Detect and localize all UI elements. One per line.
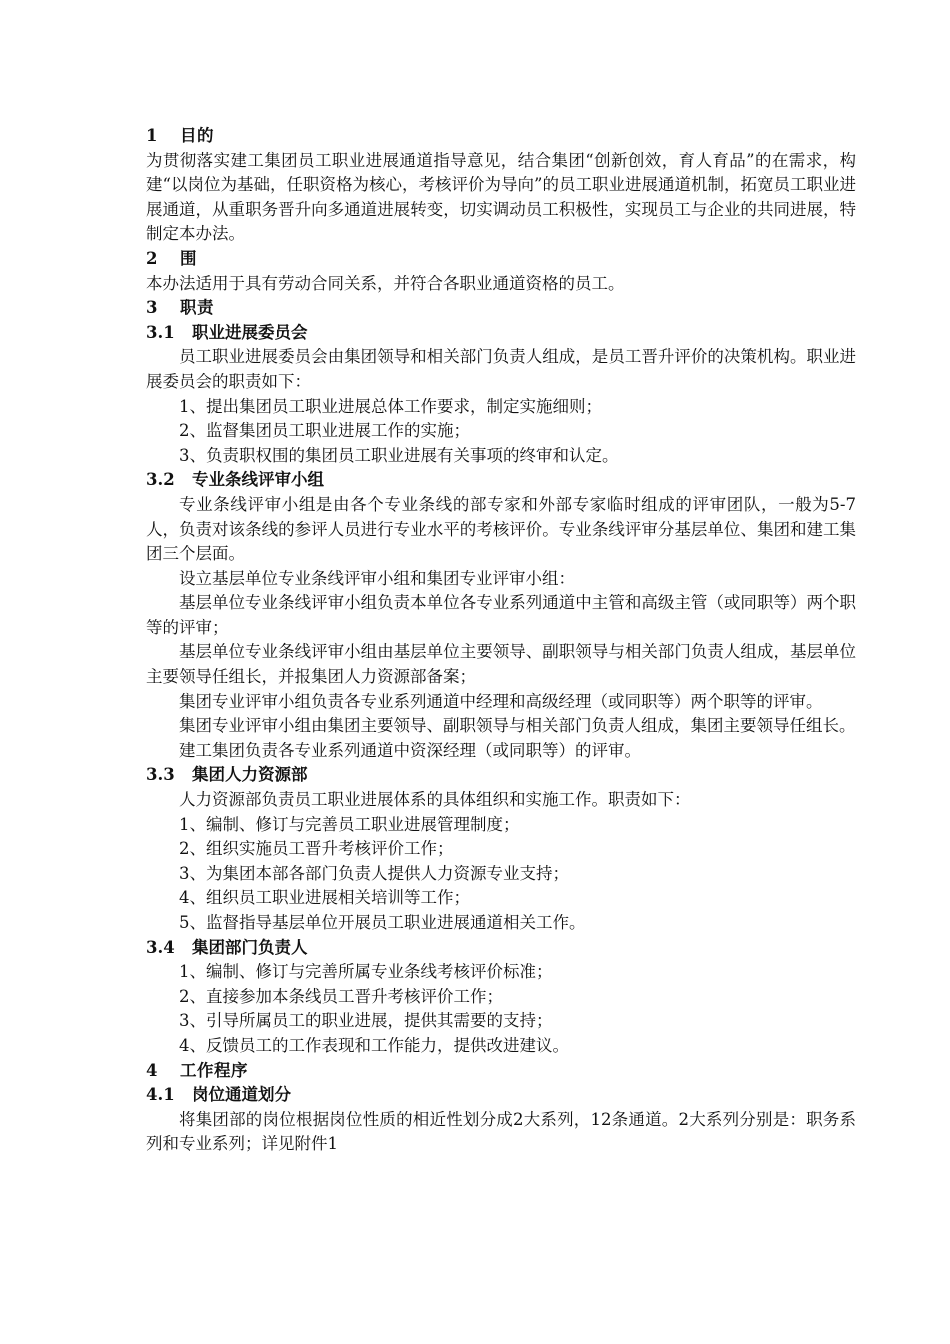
- section-number: 1: [146, 126, 158, 145]
- section-heading: [146, 296, 856, 321]
- section-heading: [146, 124, 856, 149]
- list-item: 1、编制、修订与完善所属专业条线考核评价标准；: [179, 962, 553, 982]
- list-item: 1、编制、修订与完善员工职业进展管理制度；: [179, 814, 520, 834]
- subsection-heading: [146, 936, 856, 961]
- paragraph: 专业条线评审小组是由各个专业条线的部专家和外部专家临时组成的评审团队，一般为5-7人，负责对该条线的参评人员进行专业水平的考核评价。专业条线评审分基层单位、集团和建工集团三个层面。: [146, 494, 856, 564]
- list-item: 4、组织员工职业进展相关培训等工作；: [179, 888, 470, 908]
- document-body: [146, 124, 856, 1157]
- subsection-number: 4.1: [146, 1085, 175, 1105]
- subsection-heading: [146, 321, 856, 346]
- paragraph: 基层单位专业条线评审小组负责本单位各专业系列通道中主管和高级主管（或同职等）两个职等的评审；: [146, 593, 856, 637]
- subsection-title: 集团人力资源部: [192, 765, 308, 785]
- list-item: 2、直接参加本条线员工晋升考核评价工作；: [179, 986, 503, 1006]
- list-item: 3、引导所属员工的职业进展，提供其需要的支持；: [179, 1011, 553, 1031]
- list-item: 4、反馈员工的工作表现和工作能力，提供改进建议。: [179, 1035, 569, 1055]
- paragraph: 集团专业评审小组负责各专业系列通道中经理和高级经理（或同职等）两个职等的评审。: [179, 691, 823, 711]
- subsection-heading: [146, 763, 856, 788]
- paragraph: 为贯彻落实建工集团员工职业进展通道指导意见，结合集团“创新创效，育人育品”的在需求，构建“以岗位为基础，任职资格为核心，考核评价为导向”的员工职业进展通道机制，拓宽员工职业进展通道，从重职务晋升向多通道进展转变，切实调动员工积极性，实现员工与企业的共同进展，特制定本办法。: [146, 150, 856, 244]
- section-heading: [146, 247, 856, 272]
- subsection-title: 集团部门负责人: [192, 937, 308, 957]
- section-number: 2: [146, 248, 158, 268]
- paragraph: 本办法适用于具有劳动合同关系，并符合各职业通道资格的员工。: [146, 273, 625, 293]
- list-item: 1、提出集团员工职业进展总体工作要求，制定实施细则；: [179, 396, 602, 416]
- subsection-number: 3.2: [146, 470, 175, 490]
- subsection-title: 岗位通道划分: [192, 1085, 291, 1105]
- subsection-title: 专业条线评审小组: [192, 470, 324, 490]
- paragraph: 员工职业进展委员会由集团领导和相关部门负责人组成，是员工晋升评价的决策机构。职业进展委员会的职责如下：: [146, 347, 856, 391]
- section-title: 职责: [180, 298, 214, 318]
- list-item: 3、负责职权围的集团员工职业进展有关事项的终审和认定。: [179, 445, 619, 465]
- paragraph: 基层单位专业条线评审小组由基层单位主要领导、副职领导与相关部门负责人组成，基层单位主要领导任组长，并报集团人力资源部备案；: [146, 642, 856, 687]
- section-title: 目的: [180, 126, 214, 145]
- section-number: 3: [146, 298, 158, 318]
- subsection-heading: [146, 1083, 856, 1108]
- subsection-number: 3.1: [146, 322, 175, 342]
- list-item: 3、为集团本部各部门负责人提供人力资源专业支持；: [179, 863, 569, 883]
- paragraph: 人力资源部负责员工职业进展体系的具体组织和实施工作。职责如下：: [179, 790, 691, 810]
- list-item: 2、组织实施员工晋升考核评价工作；: [179, 839, 454, 859]
- subsection-number: 3.3: [146, 765, 175, 785]
- subsection-heading: [146, 468, 856, 493]
- section-title: 围: [180, 248, 197, 268]
- subsection-title: 职业进展委员会: [192, 322, 308, 342]
- section-heading: [146, 1059, 856, 1084]
- paragraph: 设立基层单位专业条线评审小组和集团专业评审小组：: [179, 568, 575, 588]
- section-title: 工作程序: [180, 1060, 248, 1080]
- list-item: 5、监督指导基层单位开展员工职业进展通道相关工作。: [179, 913, 586, 932]
- subsection-number: 3.4: [146, 937, 175, 957]
- paragraph: 将集团部的岗位根据岗位性质的相近性划分成2大系列，12条通道。2大系列分别是：职务系列和专业系列；详见附件1: [146, 1109, 856, 1154]
- paragraph: 建工集团负责各专业系列通道中资深经理（或同职等）的评审。: [179, 740, 641, 760]
- paragraph: 集团专业评审小组由集团主要领导、副职领导与相关部门负责人组成，集团主要领导任组长。: [179, 716, 856, 736]
- section-number: 4: [146, 1060, 158, 1080]
- list-item: 2、监督集团员工职业进展工作的实施；: [179, 421, 470, 441]
